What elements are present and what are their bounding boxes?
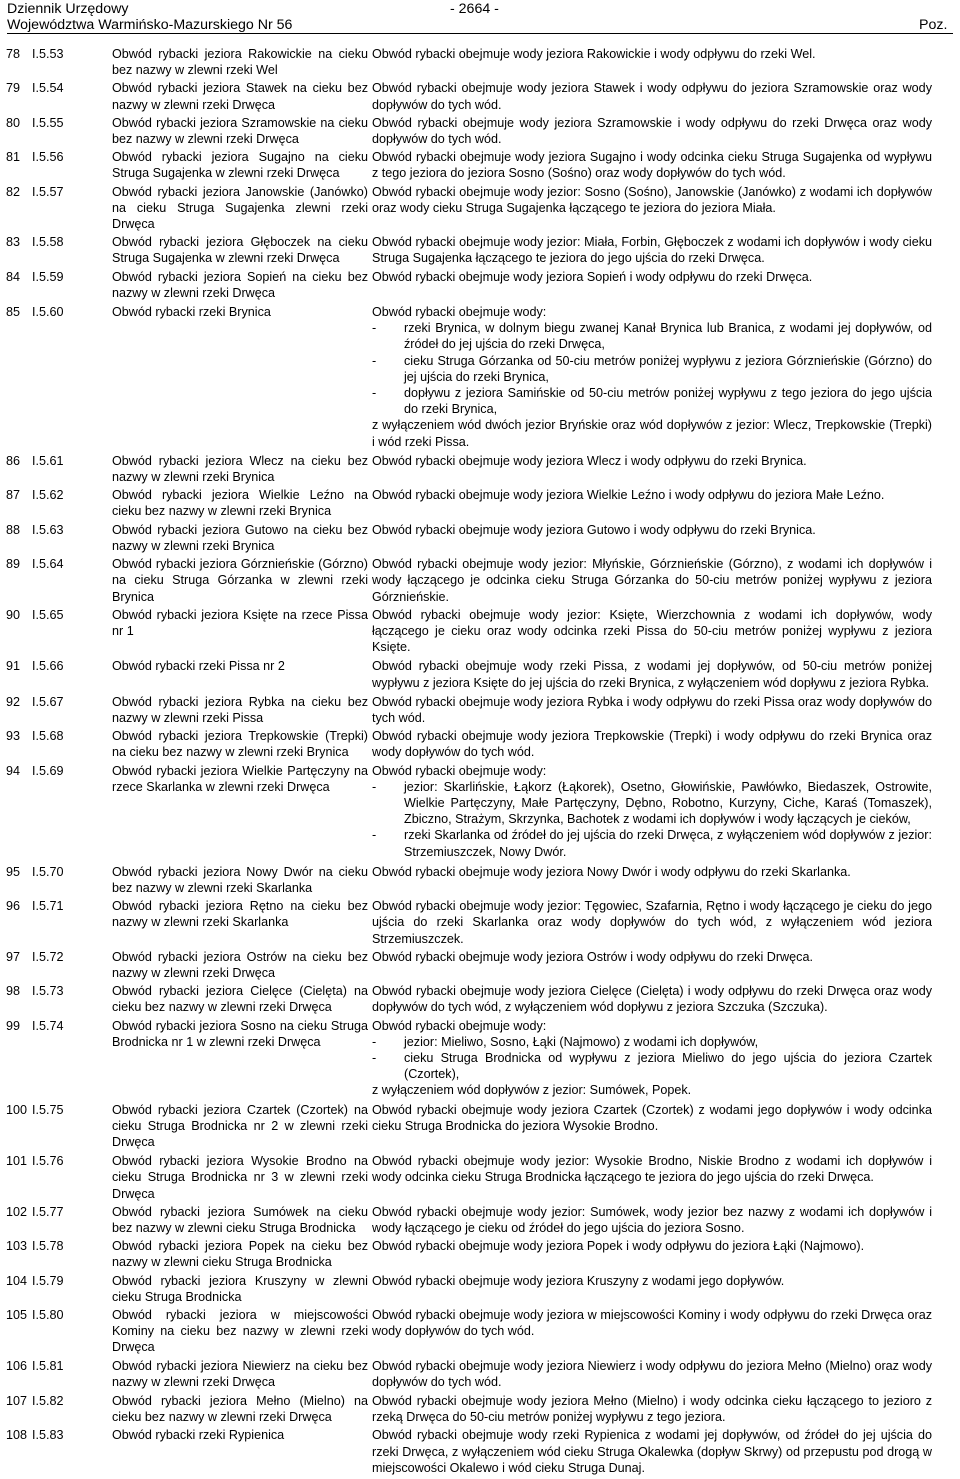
district-name: Obwód rybacki jeziora w miejscowości Kominy na cieku bez nazwy w zlewni rzeki Drwęca (112, 1308, 368, 1355)
district-description (372, 487, 932, 519)
district-code: I.5.53 (32, 47, 64, 61)
district-name: Obwód rybacki rzeki Brynica (112, 305, 271, 320)
description-text: Obwód rybacki obejmuje wody jeziora w miejscowości Kominy i wody odpływu do rzeki Drwęca oraz wody dopływów do tych wód. (372, 1308, 932, 1339)
row-number: 85 (6, 305, 21, 320)
district-code: I.5.76 (32, 1154, 64, 1169)
district-description (372, 1018, 932, 1099)
bullet-dash: - (372, 353, 377, 368)
description-text: Obwód rybacki obejmuje wody jeziora Niewierz i wody odpływu do jeziora Mełno (Mielno) oraz wody dopływów do tych wód. (372, 1358, 932, 1389)
table-row (6, 269, 954, 301)
district-description (372, 80, 932, 112)
district-description (372, 1102, 932, 1151)
description-text: Obwód rybacki obejmuje wody jezior: Młyńskie, Górznieńskie (Górzno), z wodami ich dopływów i wody łączącego je odcinka cieku Struga Górzanka do 50-ciu metrów poniżej wypływu z jeziora Górznieńskie. (372, 557, 932, 604)
district-name: Obwód rybacki jeziora Czartek (Czortek) na cieku Struga Brodnicka nr 2 w zlewni rzeki Drwęca (112, 1102, 368, 1149)
row-number: 95 (6, 864, 21, 879)
table-row (6, 184, 954, 233)
table-row (6, 487, 954, 519)
description-text: Obwód rybacki obejmuje wody jeziora Ostrów i wody odpływu do rzeki Drwęca. (372, 949, 813, 964)
row-number: 108 (6, 1428, 28, 1443)
district-description (372, 1427, 932, 1476)
description-text: Obwód rybacki obejmuje wody jeziora Czartek (Czortek) z wodami jego dopływów i wody odcinka cieku Struga Brodnicka do jeziora Wysokie Brodno. (372, 1102, 932, 1133)
table-row (6, 1273, 954, 1305)
district-code: I.5.59 (32, 269, 64, 284)
description-text: Obwód rybacki obejmuje wody jeziora Wielkie Leźno i wody odpływu do jeziora Małe Leźno. (372, 488, 885, 503)
district-code: I.5.81 (32, 1358, 64, 1373)
table-row (6, 556, 954, 605)
page-number: - 2664 - (450, 1, 499, 17)
district-name: Obwód rybacki jeziora Trepkowskie (Trepki) na cieku bez nazwy w zlewni rzeki Brynica (112, 729, 368, 760)
row-number: 86 (6, 453, 21, 468)
district-description (372, 269, 932, 301)
district-code: I.5.57 (32, 184, 64, 199)
description-text: Obwód rybacki obejmuje wody jeziora Mełno (Mielno) i wody odcinka cieku łączącego to jezioro z rzeką Drwęca do 50-ciu metrów poniżej wypływu z tego jeziora. (372, 1394, 932, 1425)
table-row (6, 1102, 954, 1151)
row-number: 96 (6, 899, 21, 914)
district-name: Obwód rybacki jeziora Cielęce (Cielęta) na cieku bez nazwy w zlewni rzeki Drwęca (112, 984, 368, 1015)
district-description (372, 556, 932, 605)
district-name: Obwód rybacki jeziora Rętno na cieku bez nazwy w zlewni rzeki Skarlanka (112, 899, 368, 930)
journal-title: Dziennik Urzędowy (7, 1, 129, 17)
district-description (372, 1204, 932, 1236)
bullet-dash: - (372, 828, 377, 843)
district-name: Obwód rybacki jeziora Wlecz na cieku bez nazwy w zlewni rzeki Brynica (112, 453, 368, 485)
row-number: 101 (6, 1154, 28, 1169)
district-name: Obwód rybacki jeziora Wielkie Leźno na cieku bez nazwy w zlewni rzeki Brynica (112, 488, 368, 519)
district-code: I.5.77 (32, 1204, 64, 1219)
district-code: I.5.72 (32, 949, 64, 964)
district-description (372, 1358, 932, 1390)
row-number: 104 (6, 1273, 28, 1288)
table-row (6, 1307, 954, 1356)
description-text: Obwód rybacki obejmuje wody jeziora Popek i wody odpływu do jeziora Łąki (Najmowo). (372, 1239, 865, 1254)
district-description (372, 149, 932, 181)
district-description (372, 728, 932, 760)
district-description (372, 304, 932, 450)
district-code: I.5.67 (32, 694, 64, 709)
description-text: Obwód rybacki obejmuje wody jezior: Miała, Forbin, Głęboczek z wodami ich dopływów i wody cieku Struga Sugajenka łączącego te jeziora do jego ujścia do rzeki Drwęca. (372, 235, 932, 266)
description-text: Obwód rybacki obejmuje wody jeziora Rakowickie i wody odpływu do rzeki Wel. (372, 47, 816, 61)
description-text: Obwód rybacki obejmuje wody rzeki Rypienica z wodami jej dopływów, od źródeł do jej ujścia do rzeki Drwęca, z wyłączeniem wód cieku Struga Okalewka (dopływ Skrwy) od przepustu pod drogą w miejscowości Okalewo i wód cieku Struga Dunaj. (372, 1428, 932, 1475)
table-row (6, 1018, 954, 1099)
district-description (372, 694, 932, 726)
bullet-text: jezior: Skarlińskie, Łąkorz (Łąkorek), Osetno, Głowińskie, Pawłówko, Biedaszek, Ostrowite, Wielkie Partęczyny, Małe Partęczyny, Dębno, Robotno, Kurzyny, Ciche, Karaś (Tomaszek), Zbiczno, Strażym, Skrzynka, Bachotek z wodami ich dopływów i wody łączących je cieków, (404, 779, 932, 827)
district-name: Obwód rybacki jeziora Sopień na cieku bez nazwy w zlewni rzeki Drwęca (112, 269, 368, 300)
description-text: Obwód rybacki obejmuje wody: (372, 763, 547, 778)
description-bullet (372, 827, 932, 859)
district-code: I.5.71 (32, 899, 64, 914)
district-code: I.5.78 (32, 1239, 64, 1254)
bullet-text: jezior: Mieliwo, Sosno, Łąki (Najmowo) z wodami ich dopływów, (404, 1034, 759, 1049)
description-text: Obwód rybacki obejmuje wody jeziora Cielęce (Cielęta) i wody odpływu do rzeki Drwęca oraz wody dopływów do tych wód, z wyłączeniem wód dopływu z jeziora Szczuka (Szczuka). (372, 984, 932, 1015)
row-number: 94 (6, 763, 21, 778)
district-code: I.5.75 (32, 1102, 64, 1117)
district-name: Obwód rybacki jeziora Szramowskie na cieku bez nazwy w zlewni rzeki Drwęca (112, 115, 368, 147)
row-number: 103 (6, 1239, 28, 1254)
bullet-dash: - (372, 1050, 377, 1065)
description-text: Obwód rybacki obejmuje wody jeziora Kruszyny z wodami jego dopływów. (372, 1273, 785, 1288)
description-text: Obwód rybacki obejmuje wody jeziora Nowy Dwór i wody odpływu do rzeki Skarlanka. (372, 864, 851, 879)
district-code: I.5.66 (32, 659, 64, 674)
row-number: 102 (6, 1204, 28, 1219)
district-description (372, 1153, 932, 1202)
district-description (372, 522, 932, 554)
description-text: Obwód rybacki obejmuje wody jezior: Sosno (Sośno), Janowskie (Janówko) z wodami ich dopływów oraz wody cieku Struga Sugajenka łączącego te jeziora do jeziora Miała. (372, 184, 932, 215)
description-text: Obwód rybacki obejmuje wody jeziora Sugajno i wody odcinka cieku Struga Sugajenka od wypływu z tego jeziora do jeziora Sosno (Sośno) oraz wody dopływów do tych wód. (372, 150, 932, 181)
district-name: Obwód rybacki rzeki Rypienica (112, 1428, 285, 1443)
district-description (372, 658, 932, 690)
bullet-dash: - (372, 779, 377, 794)
description-exclusion: z wyłączeniem wód dopływów z jezior: Sumówek, Popek. (372, 1083, 692, 1098)
district-name: Obwód rybacki jeziora Kruszyny w zlewni cieku Struga Brodnicka (112, 1273, 368, 1304)
description-text: Obwód rybacki obejmuje wody jezior: Tęgowiec, Szafarnia, Rętno i wody łączącego je cieku do jego ujścia do rzeki Skarlanka oraz wody dopływów do tych wód, z wyłączeniem wód jeziora Strzemiuszczek. (372, 899, 932, 946)
table-row (6, 728, 954, 760)
description-bullet (372, 1050, 932, 1082)
district-code: I.5.80 (32, 1308, 64, 1323)
description-text: Obwód rybacki obejmuje wody jeziora Sopień i wody odpływu do rzeki Drwęca. (372, 269, 813, 284)
district-code: I.5.64 (32, 557, 64, 572)
fishing-districts-table (6, 46, 954, 1479)
bullet-text: rzeki Brynica, w dolnym biegu zwanej Kanał Brynica lub Branica, z wodami jej dopływów, od źródeł do jej ujścia do rzeki Drwęca, (404, 321, 932, 352)
district-description (372, 1307, 932, 1356)
description-text: Obwód rybacki obejmuje wody jezior: Wysokie Brodno, Niskie Brodno z wodami ich dopływów i wody odcinka cieku Struga Brodnicka łączącego te jeziora do jego ujścia do rzeki Drwęca. (372, 1154, 932, 1185)
row-number: 105 (6, 1308, 28, 1323)
row-number: 92 (6, 694, 21, 709)
district-code: I.5.74 (32, 1018, 64, 1033)
row-number: 90 (6, 607, 21, 622)
row-number: 107 (6, 1394, 28, 1409)
row-number: 83 (6, 235, 21, 250)
description-text: Obwód rybacki obejmuje wody jeziora Rybka i wody odpływu do rzeki Pissa oraz wody dopływów do tych wód. (372, 694, 932, 725)
row-number: 78 (6, 47, 21, 61)
district-code: I.5.83 (32, 1428, 64, 1443)
district-name: Obwód rybacki jeziora Sumówek na cieku bez nazwy w zlewni cieku Struga Brodnicka (112, 1204, 368, 1236)
district-name: Obwód rybacki jeziora Wielkie Partęczyny na rzece Skarlanka w zlewni rzeki Drwęca (112, 763, 368, 794)
district-description (372, 864, 932, 896)
district-description (372, 234, 932, 266)
district-name: Obwód rybacki jeziora Księte na rzece Pissa nr 1 (112, 607, 368, 638)
district-name: Obwód rybacki rzeki Pissa nr 2 (112, 659, 285, 674)
description-text: Obwód rybacki obejmuje wody jeziora Stawek i wody odpływu do jeziora Szramowskie oraz wody dopływów do tych wód. (372, 81, 932, 112)
district-name: Obwód rybacki jeziora Popek na cieku bez nazwy w zlewni cieku Struga Brodnicka (112, 1239, 368, 1270)
bullet-text: dopływu z jeziora Samińskie od 50-ciu metrów poniżej wypływu z tego jeziora do jego ujścia do rzeki Brynica, (404, 386, 932, 417)
description-bullet (372, 1034, 932, 1050)
district-name: Obwód rybacki jeziora Nowy Dwór na cieku bez nazwy w zlewni rzeki Skarlanka (112, 864, 368, 895)
row-number: 91 (6, 659, 21, 674)
district-description (372, 1393, 932, 1425)
district-name: Obwód rybacki jeziora Rakowickie na cieku bez nazwy w zlewni rzeki Wel (112, 47, 368, 78)
district-code: I.5.61 (32, 453, 64, 468)
district-code: I.5.69 (32, 763, 64, 778)
description-bullet (372, 385, 932, 417)
page-header (7, 0, 953, 34)
row-number: 93 (6, 729, 21, 744)
district-code: I.5.55 (32, 115, 64, 130)
description-text: Obwód rybacki obejmuje wody: (372, 1018, 547, 1033)
table-row (6, 80, 954, 112)
district-description (372, 184, 932, 233)
description-text: Obwód rybacki obejmuje wody jezior: Sumówek, wody jezior bez nazwy z wodami ich dopływów i wody łączącego je cieku od źródeł do jego ujścia do jeziora Sosno. (372, 1204, 932, 1236)
description-bullet (372, 320, 932, 352)
row-number: 100 (6, 1102, 28, 1117)
row-number: 106 (6, 1358, 28, 1373)
table-row (6, 983, 954, 1015)
district-name: Obwód rybacki jeziora Niewierz na cieku bez nazwy w zlewni rzeki Drwęca (112, 1358, 368, 1389)
table-row (6, 1204, 954, 1236)
row-number: 98 (6, 984, 21, 999)
row-number: 97 (6, 949, 21, 964)
table-row (6, 694, 954, 726)
bullet-text: cieku Struga Brodnicka od wypływu z jeziora Mieliwo do jego ujścia do jeziora Czartek (Czortek), (404, 1050, 932, 1082)
row-number: 81 (6, 150, 21, 165)
table-row (6, 234, 954, 266)
description-text: Obwód rybacki obejmuje wody jeziora Trepkowskie (Trepki) i wody odpływu do rzeki Brynica oraz wody dopływów do tych wód. (372, 729, 932, 760)
district-code: I.5.63 (32, 522, 64, 537)
district-name: Obwód rybacki jeziora Górznieńskie (Górzno) na cieku Struga Górzanka w zlewni rzeki Brynica (112, 557, 368, 604)
district-code: I.5.62 (32, 488, 64, 503)
description-bullet (372, 353, 932, 385)
table-row (6, 1427, 954, 1476)
district-code: I.5.68 (32, 729, 64, 744)
header-rule (7, 33, 953, 34)
table-row (6, 1238, 954, 1270)
district-code: I.5.70 (32, 864, 64, 879)
district-code: I.5.79 (32, 1273, 64, 1288)
table-row (6, 949, 954, 981)
position-label: Poz. (919, 17, 948, 33)
district-code: I.5.56 (32, 150, 64, 165)
district-description (372, 983, 932, 1015)
district-name: Obwód rybacki jeziora Wysokie Brodno na cieku Struga Brodnicka nr 3 w zlewni rzeki Drwęca (112, 1154, 368, 1201)
district-description (372, 607, 932, 656)
district-name: Obwód rybacki jeziora Rybka na cieku bez nazwy w zlewni rzeki Pissa (112, 694, 368, 725)
table-row (6, 522, 954, 554)
district-code: I.5.82 (32, 1394, 64, 1409)
description-text: Obwód rybacki obejmuje wody rzeki Pissa, z wodami jej dopływów, od 50-ciu metrów poniżej wypływu z jeziora Księte do jej ujścia do rzeki Brynica, z wyłączeniem wód dopływu z jeziora Rybka. (372, 659, 932, 690)
district-description (372, 115, 932, 147)
district-code: I.5.58 (32, 235, 64, 250)
table-row (6, 1153, 954, 1202)
district-description (372, 763, 932, 860)
table-row (6, 453, 954, 485)
district-name: Obwód rybacki jeziora Mełno (Mielno) na cieku bez nazwy w zlewni rzeki Drwęca (112, 1394, 368, 1425)
district-description (372, 46, 932, 78)
description-bullet (372, 779, 932, 828)
bullet-text: cieku Struga Górzanka od 50-ciu metrów poniżej wypływu z jeziora Górznieńskie (Górzno) do jej ujścia do rzeki Brynica, (404, 353, 932, 384)
row-number: 99 (6, 1018, 21, 1033)
district-name: Obwód rybacki jeziora Sosno na cieku Struga Brodnicka nr 1 w zlewni rzeki Drwęca (112, 1018, 368, 1049)
bullet-dash: - (372, 1034, 377, 1049)
table-row (6, 149, 954, 181)
table-row (6, 658, 954, 690)
district-name: Obwód rybacki jeziora Ostrów na cieku bez nazwy w zlewni rzeki Drwęca (112, 949, 368, 980)
row-number: 79 (6, 81, 21, 96)
description-text: Obwód rybacki obejmuje wody jeziora Gutowo i wody odpływu do rzeki Brynica. (372, 522, 816, 537)
description-text: Obwód rybacki obejmuje wody jezior: Księte, Wierzchownia z wodami ich dopływów, wody łączącego je cieku oraz wody odcinka rzeki Pissa do 50-ciu metrów poniżej wypływu z jeziora Księte. (372, 607, 932, 655)
bullet-dash: - (372, 321, 377, 336)
district-name: Obwód rybacki jeziora Głęboczek na cieku Struga Sugajenka w zlewni rzeki Drwęca (112, 235, 368, 266)
district-name: Obwód rybacki jeziora Sugajno na cieku Struga Sugajenka w zlewni rzeki Drwęca (112, 150, 368, 181)
description-text: Obwód rybacki obejmuje wody jeziora Wlecz i wody odpływu do rzeki Brynica. (372, 453, 807, 468)
row-number: 80 (6, 115, 21, 130)
table-row (6, 607, 954, 656)
district-description (372, 1273, 932, 1305)
table-row (6, 1393, 954, 1425)
row-number: 82 (6, 184, 21, 199)
bullet-text: rzeki Skarlanka od źródeł do jej ujścia do rzeki Drwęca, z wyłączeniem wód dopływów z jezior: Strzemiuszczek, Nowy Dwór. (404, 828, 932, 859)
district-name: Obwód rybacki jeziora Janowskie (Janówko) na cieku Struga Sugajenka zlewni rzeki Drwęca (112, 184, 368, 232)
table-row (6, 115, 954, 147)
voivodeship-issue: Województwa Warmińsko-Mazurskiego Nr 56 (7, 17, 293, 33)
table-row (6, 46, 954, 78)
description-text: Obwód rybacki obejmuje wody jeziora Szramowskie i wody odpływu do rzeki Drwęca oraz wody dopływów do tych wód. (372, 115, 932, 147)
district-code: I.5.65 (32, 607, 64, 622)
description-text: Obwód rybacki obejmuje wody: (372, 305, 547, 320)
district-description (372, 1238, 932, 1270)
district-name: Obwód rybacki jeziora Gutowo na cieku bez nazwy w zlewni rzeki Brynica (112, 522, 368, 553)
row-number: 88 (6, 522, 21, 537)
district-description (372, 898, 932, 947)
row-number: 87 (6, 488, 21, 503)
row-number: 84 (6, 269, 21, 284)
district-name: Obwód rybacki jeziora Stawek na cieku bez nazwy w zlewni rzeki Drwęca (112, 81, 368, 112)
table-row (6, 1358, 954, 1390)
table-row (6, 304, 954, 450)
district-code: I.5.60 (32, 305, 64, 320)
description-exclusion: z wyłączeniem wód dwóch jezior Bryńskie oraz wód dopływów z jezior: Wlecz, Trepkowskie (Trepki) i wód rzeki Pissa. (372, 418, 932, 449)
table-row (6, 898, 954, 947)
district-code: I.5.54 (32, 81, 64, 96)
table-row (6, 763, 954, 860)
district-code: I.5.73 (32, 984, 64, 999)
table-row (6, 864, 954, 896)
district-description (372, 949, 932, 981)
row-number: 89 (6, 557, 21, 572)
district-description (372, 453, 932, 485)
bullet-dash: - (372, 386, 377, 401)
